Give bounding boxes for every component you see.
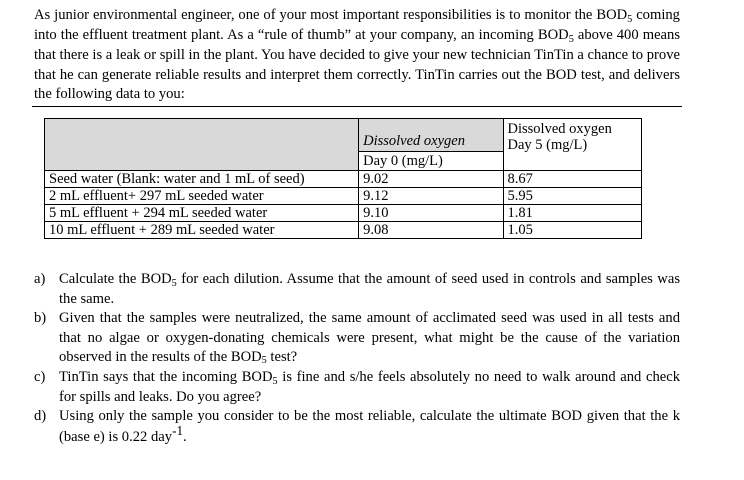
question-c: c) TinTin says that the incoming $BOD_5$ is fine and s/he feels absolutely no need to walk around and check for spills and leaks. Do you agree? [34, 369, 681, 406]
question-list [34, 270, 680, 447]
row-label: Seed water (Blank: water and 1 mL of seed) [45, 171, 359, 188]
intro-underline [32, 106, 682, 107]
table-row [45, 205, 642, 222]
header-do-day5 [503, 119, 641, 171]
row-day0-value: 9.08 [359, 222, 503, 239]
header-do-day0-bottom: Day 0 (mg/L) [359, 152, 503, 171]
table-row [45, 171, 642, 188]
intro-part-2: coming into the effluent treatment plant. As a “rule of thumb” at your company, an incoming BOD [34, 7, 680, 44]
question-d: d) Using only the sample you consider to be the most reliable, calculate the ultimate BOD given that the k (base e) is 0.22 day$^{-1}$. [34, 408, 680, 445]
question-a: a) Calculate the $BOD_5$ for each dilution. Assume that the amount of seed used in controls and samples was the same. [34, 271, 680, 308]
question-a-label: a) [34, 271, 46, 287]
intro-part-1: As junior environmental engineer, one of your most important responsibilities is to monitor the BOD [34, 7, 628, 23]
question-b-label: b) [34, 310, 47, 327]
superscript-minus-1: -1 [172, 422, 184, 438]
subscript-5: 5 [171, 277, 177, 289]
question-b: b) Given that the samples were neutralized, the same amount of acclimated seed was used in all tests and that no algae or oxygen-donating chemicals were present, what might be the cause of the variation observed in the results of the $BOD_5$ test? [34, 310, 680, 367]
table-row [45, 222, 642, 239]
table-row [45, 188, 642, 205]
header-do-day0-top: Dissolved oxygen [359, 119, 503, 152]
row-label: 5 mL effluent + 294 mL seeded water [45, 205, 359, 222]
row-label: 2 mL effluent+ 297 mL seeded water [45, 188, 359, 205]
row-day0-value: 9.02 [359, 171, 503, 188]
row-label: 10 mL effluent + 289 mL seeded water [45, 222, 359, 239]
row-day5-value: 5.95 [503, 188, 641, 205]
header-do-day5-line1: Dissolved oxygen [507, 121, 612, 137]
table-header-row [45, 119, 642, 152]
question-d-label: d) [34, 408, 47, 425]
intro-paragraph [34, 6, 680, 104]
header-do-day5-line2: Day 5 (mg/L) [507, 137, 588, 153]
row-day0-value: 9.10 [359, 205, 503, 222]
question-c-label: c) [34, 369, 46, 386]
subscript-5: 5 [261, 355, 267, 367]
subscript-5: 5 [272, 375, 278, 387]
row-day0-value: 9.12 [359, 188, 503, 205]
row-day5-value: 1.81 [503, 205, 641, 222]
intro-part-3: above 400 means that there is a leak or spill in the plant. You have decided to give your new technician TinTin a chance to prove that he can generate reliable results and interpret them correctly. TinTin carries out the BOD test, and delivers the following data to you: [34, 27, 681, 102]
subscript-5: 5 [568, 33, 574, 45]
row-day5-value: 1.05 [503, 222, 641, 239]
header-blank-cell [45, 119, 359, 171]
bod-data-table [44, 118, 642, 239]
row-day5-value: 8.67 [503, 171, 641, 188]
subscript-5: 5 [627, 13, 633, 25]
